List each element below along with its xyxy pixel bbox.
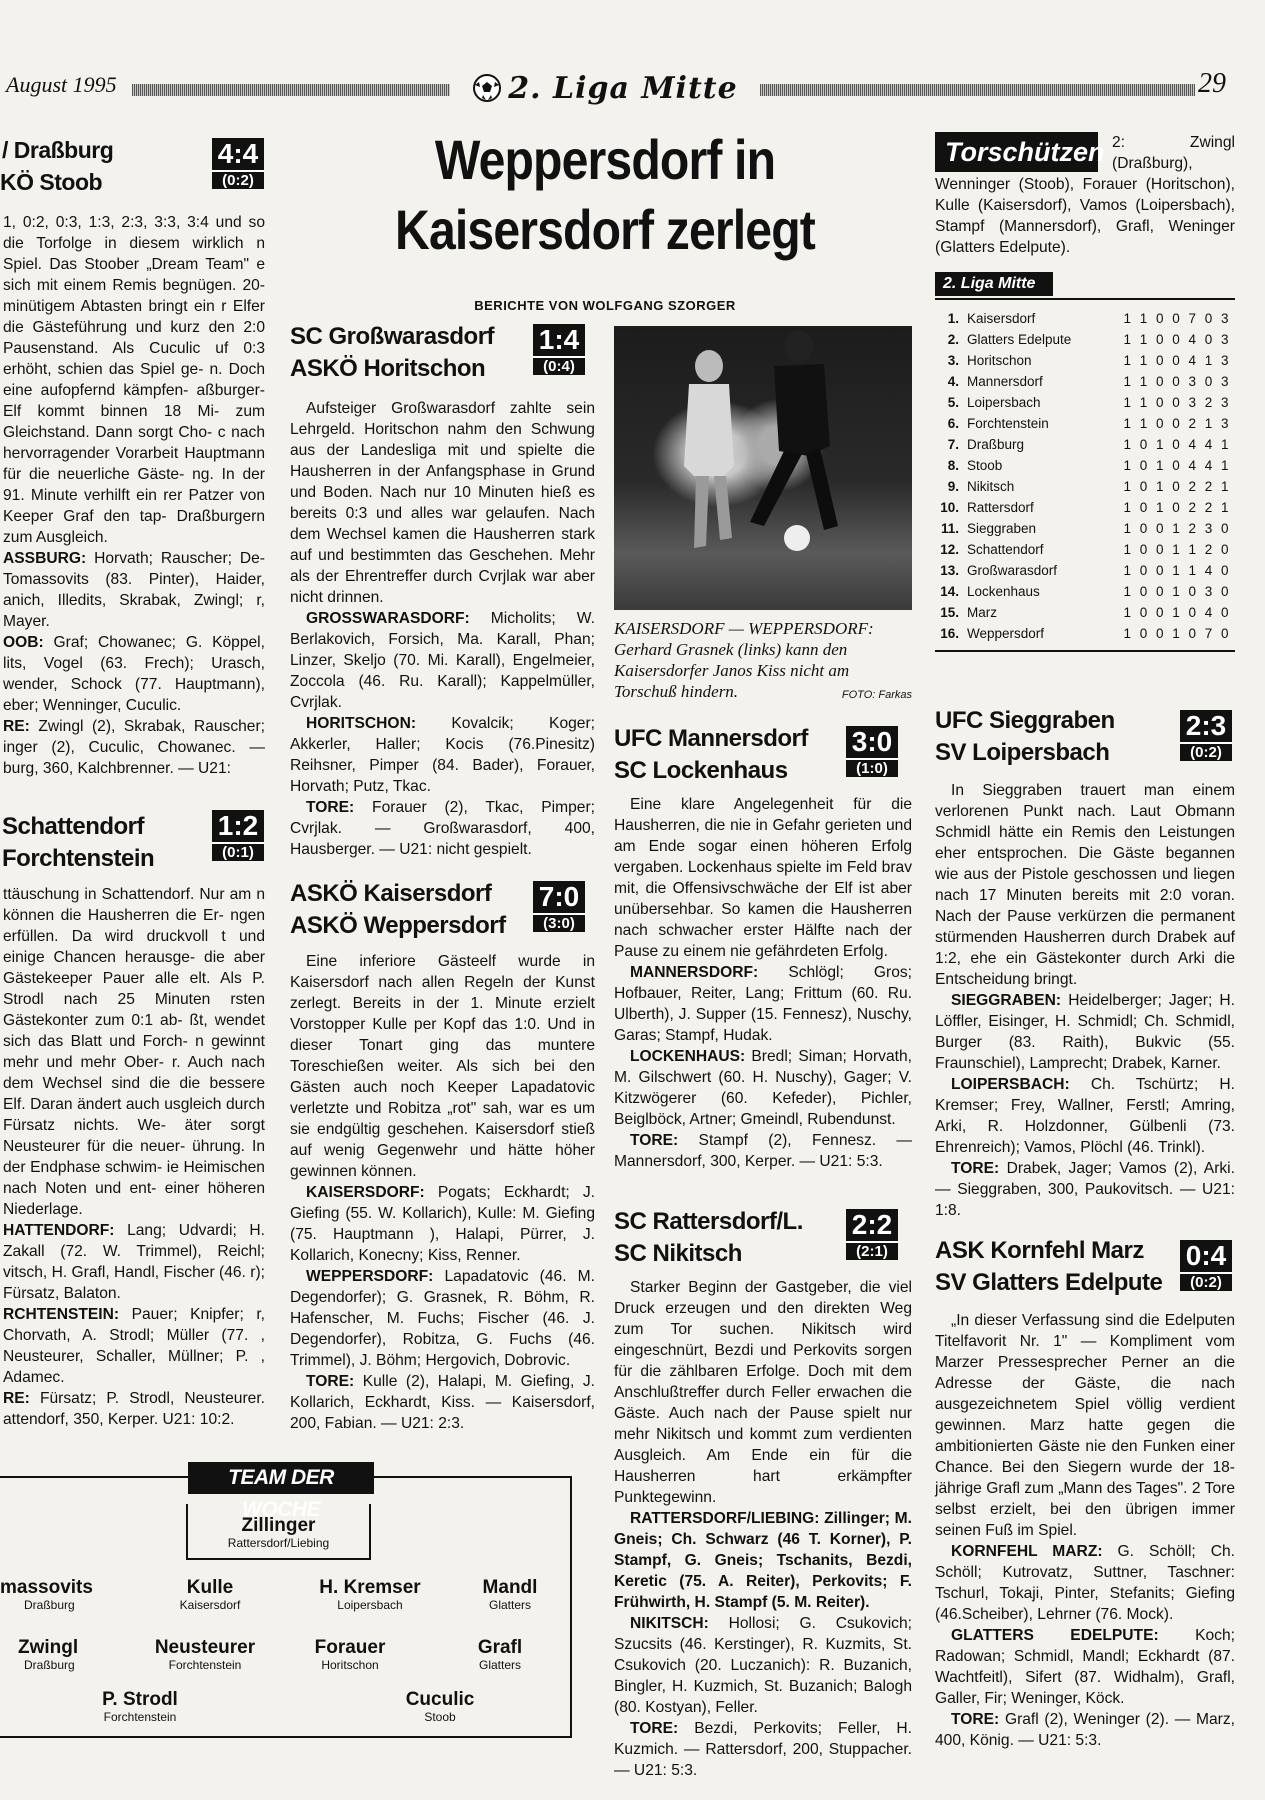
twd-player-9 bbox=[450, 1638, 550, 1672]
twd-player-7-club: Forchtenstein bbox=[168, 1658, 242, 1672]
twd-player-4-name: H. Kremser bbox=[319, 1577, 421, 1598]
table-rank: 2. bbox=[947, 332, 959, 347]
table-stats: 1 1 0 0 4 1 3 bbox=[1123, 353, 1231, 368]
scorers-text: 2: Zwingl (Draßburg), Wenninger (Stoob), Forauer (Horitschon), Kulle (Kaisersdorf), Vamos (Loipersbach), Stampf (Mannersdorf), Grafl, Weninger (Glatters Edelpute). bbox=[935, 134, 1235, 256]
game8-tore: Grafl (2), Weninger (2). — Marz, 400, König. — U21: 5:3. bbox=[935, 1711, 1235, 1749]
table-stats: 1 0 0 1 2 3 0 bbox=[1123, 521, 1231, 536]
table-stats: 1 0 1 0 2 2 1 bbox=[1123, 479, 1231, 494]
game2-halftime: (0:1) bbox=[212, 842, 264, 861]
table-row bbox=[935, 329, 1231, 350]
game7-report bbox=[935, 780, 1235, 1221]
team-der-woche-box bbox=[0, 1466, 572, 1738]
game3-tore: Forauer (2), Tkac, Pimper; Cvrjlak. — Großwarasdorf, 400, Hausberger. — U21: nicht gespielt. bbox=[290, 799, 595, 858]
photo-caption-block bbox=[614, 618, 912, 706]
table-rank: 6. bbox=[947, 416, 959, 431]
photo-caption: KAISERSDORF — WEPPERSDORF: Gerhard Grasnek (links) kann den Kaisersdorfer Janos Kiss nicht am Torschuß hindern. bbox=[614, 619, 874, 701]
table-team: Rattersdorf bbox=[967, 500, 1034, 515]
game1-home: / Draßburg bbox=[2, 137, 114, 163]
game6-text: Starker Beginn der Gastgeber, die viel Druck erzeugen und den direkten Weg zum Tor suchen. Nikitsch wird eingeschnürt, Bezdi und Perkovits sorgen für die zählbaren Erfolge. Doch mit dem Anschlußtreffer durch Feller erwachen die Gäste. Auch nach der Pause spielt nur mehr Nikitsch und kommt zum verdienten Ausgleich. Am Ende ein für die Hausherren hart erkämpfter Punktegewinn. bbox=[614, 1279, 912, 1506]
game3-home: SC Großwarasdorf bbox=[290, 323, 495, 350]
table-row bbox=[935, 308, 1231, 329]
game7-text: In Sieggraben trauert man einem verlorenen Punkt nach. Laut Obmann Schmidl hätte ein Remis den Leistungen eher entsprochen. Die Gäste begannen wie aus der Pistole geschossen und liegen nach 17 Minuten bereits mit 2:0 voran. Nach der Pause verkürzen die permanent stürmenden Hausherren durch Drabek auf 1:2, ehe ein Gästekonter durch Arki die Entscheidung bringt. bbox=[935, 782, 1235, 988]
twd-player-7 bbox=[140, 1638, 270, 1672]
game4-home: ASKÖ Kaisersdorf bbox=[290, 880, 492, 907]
game5-tore: Stampf (2), Fennesz. — Mannersdorf, 300, Kerper. — U21: 5:3. bbox=[614, 1132, 912, 1170]
header-rule-left bbox=[132, 84, 450, 96]
table-rank: 15. bbox=[940, 605, 959, 620]
header-rule-right bbox=[760, 84, 1195, 96]
table-team: Kaisersdorf bbox=[967, 311, 1036, 326]
twd-player-1 bbox=[186, 1516, 371, 1550]
twd-player-2 bbox=[0, 1578, 120, 1612]
game7-scorebox bbox=[1180, 710, 1232, 761]
game5-block bbox=[614, 720, 912, 1172]
table-team: Loipersbach bbox=[967, 395, 1041, 410]
table-team: Draßburg bbox=[967, 437, 1025, 452]
game1-report bbox=[0, 212, 265, 779]
game3-text: Aufsteiger Großwarasdorf zahlte sein Lehrgeld. Horitschon nahm den Schwung aus der Landesliga mit und spielte die Hausherren in der Anfangsphase in Grund und Boden. Nach nur 10 Minuten hieß es bereits 0:3 und alles war gelaufen. Nach dem Wechsel kamen die Hausherren stark auf und bestimmten das Geschehen. Mehr als der Ehrentreffer durch Cvrjlak war aber nicht drinnen. bbox=[290, 400, 595, 606]
twd-player-7-name: Neusteurer bbox=[154, 1637, 256, 1658]
table-rank: 1. bbox=[947, 311, 959, 326]
game8-report bbox=[935, 1310, 1235, 1751]
section-title bbox=[455, 70, 755, 106]
game5-home: UFC Mannersdorf bbox=[614, 725, 808, 752]
table-stats: 1 0 1 0 4 4 1 bbox=[1123, 437, 1231, 452]
table-row bbox=[935, 581, 1231, 602]
game3-lineup2-label: HORITSCHON: bbox=[306, 715, 417, 732]
team-der-woche-title: TEAM DER WOCHE bbox=[188, 1462, 374, 1494]
table-row bbox=[935, 623, 1231, 644]
game3-lineup1: Micholits; W. Berlakovich, Forsich, Ma. Karall, Phan; Linzer, Skeljo (70. Mi. Karall), Engelmeier, Zoccola (46. Ru. Karall); Kappelmüller, Cvrjlak. bbox=[290, 610, 595, 711]
table-title: 2. Liga Mitte bbox=[935, 272, 1053, 296]
left-column-game2 bbox=[0, 806, 275, 1430]
table-team: Schattendorf bbox=[967, 542, 1044, 557]
table-stats: 1 1 0 0 7 0 3 bbox=[1123, 311, 1231, 326]
game6-block bbox=[614, 1203, 912, 1781]
byline: BERICHTE VON WOLFGANG SZORGER bbox=[474, 298, 736, 313]
game5-report bbox=[614, 794, 912, 1172]
table-row bbox=[935, 392, 1231, 413]
football-icon bbox=[472, 73, 502, 103]
issue-date: August 1995 bbox=[6, 72, 117, 97]
game2-text: ttäuschung in Schattendorf. Nur am n können die Hausherren die Er- ngen erfüllen. Da wird druckvoll t und einige Chancen herausge- die aber Gästekeeper Pauer alle elt. Als P. Strodl nach 25 Minuten rsten Gästekonter zum 0:1 ab- ßt, wendet sich das Blatt und Forch- n gewinnt mehr und mehr Ober- r. Auch nach dem Wechsel sind die die bessere Elf. Daran ändert auch usgleich durch Fürsatz nichts. We- äter sorgt Neusteurer für die neuer- ührung. In der Endphase schwim- ie Heimischen nach Noten und ent- einer höheren Niederlage. bbox=[3, 886, 265, 1218]
twd-player-2-club: Draßburg bbox=[24, 1598, 75, 1612]
game8-lineup1: G. Schöll; Ch. Schöll; Kutrovatz, Suttner, Taschner: Tschurl, Tokaji, Pinter, Stefanits; Giefing (46.Scheiber), Lehrner (76. Mock). bbox=[935, 1543, 1235, 1623]
left-column bbox=[0, 130, 275, 779]
table-stats: 1 0 1 0 2 2 1 bbox=[1123, 500, 1231, 515]
game8-scorebox bbox=[1180, 1240, 1232, 1291]
table-stats: 1 1 0 0 4 0 3 bbox=[1123, 332, 1231, 347]
twd-player-5-name: Mandl bbox=[482, 1577, 538, 1598]
table-rank: 9. bbox=[947, 479, 959, 494]
game3-score: 1:4 bbox=[538, 324, 580, 355]
game6-tore-label: TORE: bbox=[630, 1720, 679, 1737]
table-rank: 13. bbox=[940, 563, 959, 578]
game2-lineup2: Pauer; Knipfer; r, Chorvath, A. Strodl; Müller (77. , Neusteurer, Schaller, Müllner; P. , Adamec. bbox=[3, 1306, 265, 1386]
game5-scorebox bbox=[846, 726, 898, 777]
game4-lineup2-label: WEPPERSDORF: bbox=[306, 1268, 434, 1285]
game6-away: SC Nikitsch bbox=[614, 1240, 742, 1267]
game5-halftime: (1:0) bbox=[846, 758, 898, 777]
game6-score: 2:2 bbox=[851, 1209, 893, 1240]
table-stats: 1 0 0 1 0 4 0 bbox=[1123, 605, 1231, 620]
game5-lineup1: Schlögl; Gros; Hofbauer, Reiter, Lang; Frittum (60. Ru. Ulberth), J. Supper (15. Fennesz), Nuschy, Garas; Stampf, Hudak. bbox=[614, 964, 912, 1044]
main-headline bbox=[290, 125, 920, 265]
table-team: Marz bbox=[967, 605, 997, 620]
table-row bbox=[935, 350, 1231, 371]
game5-lineup2-label: LOCKENHAUS: bbox=[630, 1048, 746, 1065]
twd-player-6-club: Draßburg bbox=[24, 1658, 75, 1672]
game1-lineup1: Horvath; Rauscher; De- Tomassovits (83. Pinter), Haider, anich, Illedits, Skrabak, Zwingl; r, Mayer. bbox=[3, 550, 265, 630]
table-body bbox=[935, 308, 1235, 644]
table-row bbox=[935, 560, 1231, 581]
scorers-box bbox=[935, 132, 1235, 258]
table-team: Weppersdorf bbox=[967, 626, 1045, 641]
twd-player-1-club: Rattersdorf/Liebing bbox=[227, 1536, 330, 1550]
game5-lineup2: Bredl; Siman; Horvath, M. Gilschwert (60. H. Nuschy), Gager; V. Kitzwögerer (60. Kefeder), Pichler, Beiglböck, Artner; Gmeindl, Rubendunst. bbox=[614, 1048, 912, 1128]
game6-lineup1-label: RATTERSDORF/LIEBING: bbox=[630, 1510, 820, 1527]
twd-player-3 bbox=[150, 1578, 270, 1612]
twd-player-8-club: Horitschon bbox=[321, 1658, 379, 1672]
table-team: Forchtenstein bbox=[967, 416, 1049, 431]
photo-credit: FOTO: Farkas bbox=[841, 689, 912, 701]
game1-scorebox bbox=[212, 138, 264, 189]
game1-lineup2-label: OOB: bbox=[3, 634, 44, 651]
twd-player-2-name: massovits bbox=[0, 1577, 93, 1598]
table-row bbox=[935, 518, 1231, 539]
game2-home: Schattendorf bbox=[2, 813, 145, 840]
game1-lineup1-label: ASSBURG: bbox=[3, 550, 87, 567]
game6-lineup1: Zillinger; M. Gneis; Ch. Schwarz (46 T. Korner), P. Stampf, G. Gneis; Tschanits, Bezdi, Keretic (75. A. Reiter), Perkovits; F. Frühwirth, H. Stampf (5. M. Reiter). bbox=[614, 1510, 912, 1611]
game4-away: ASKÖ Weppersdorf bbox=[290, 912, 506, 939]
game5-lineup1-label: MANNERSDORF: bbox=[630, 964, 759, 981]
game1-score: 4:4 bbox=[217, 138, 259, 169]
twd-player-9-name: Grafl bbox=[477, 1637, 523, 1658]
table-rank: 4. bbox=[947, 374, 959, 389]
table-row bbox=[935, 371, 1231, 392]
twd-player-4 bbox=[305, 1578, 435, 1612]
game4-lineup2: Lapadatovic (46. M. Degendorfer); G. Grasnek, R. Böhm, R. Hafenscher, M. Fuchs; Fischer (46. J. Degendorfer), Robitza, G. Fuchs (46. Trimmel), J. Böhm; Hergovich, Dobrovic. bbox=[290, 1268, 595, 1369]
game8-halftime: (0:2) bbox=[1180, 1272, 1232, 1291]
game8-text: „In dieser Verfassung sind die Edelputen Titelfavorit Nr. 1" — Kompliment vom Marzer Pressesprecher Perner an die Adresse der Gäste, die nach ausgezeichnetem Spiel völlig verdient gewinnen. Marz hatte gegen die ambitionierten Gäste nie den Funken einer Chance. Bei den Siegern wurde der 18-jährige Grafl zum „Mann des Tages". 2 Tore selbst erzielt, bei den übrigen immer seinen Fuß im Spiel. bbox=[935, 1312, 1235, 1539]
table-stats: 1 1 0 0 3 2 3 bbox=[1123, 395, 1231, 410]
table-rank: 5. bbox=[947, 395, 959, 410]
match-photo bbox=[614, 326, 912, 610]
table-rank: 16. bbox=[940, 626, 959, 641]
table-row bbox=[935, 434, 1231, 455]
game3-tore-label: TORE: bbox=[306, 799, 355, 816]
game2-lineup2-label: RCHTENSTEIN: bbox=[3, 1306, 120, 1323]
game3-scorebox bbox=[533, 324, 585, 375]
twd-player-6-name: Zwingl bbox=[18, 1637, 79, 1658]
game3-block bbox=[290, 318, 595, 860]
game7-block bbox=[935, 702, 1235, 1221]
players-silhouette bbox=[614, 326, 912, 610]
twd-player-10-name: P. Strodl bbox=[102, 1689, 178, 1710]
game1-halftime: (0:2) bbox=[212, 170, 264, 189]
game6-tore: Bezdi, Perkovits; Feller, H. Kuzmich. — Rattersdorf, 200, Stuppacher. — U21: 5:3. bbox=[614, 1720, 912, 1779]
table-stats: 1 1 0 0 3 0 3 bbox=[1123, 374, 1231, 389]
game1-tore-label: RE: bbox=[3, 718, 30, 735]
game2-tore-label: RE: bbox=[3, 1390, 30, 1407]
table-team: Lockenhaus bbox=[967, 584, 1040, 599]
game7-lineup2-label: LOIPERSBACH: bbox=[951, 1076, 1070, 1093]
game8-away: SV Glatters Edelpute bbox=[935, 1269, 1163, 1296]
twd-player-11-club: Stoob bbox=[424, 1710, 456, 1724]
game6-lineup2: Hollosi; G. Csukovich; Szucsits (46. Kerstinger), R. Kuzmits, St. Csukovich (20. Luczanich): R. Buzanich, Bingler, H. Kuzmich, St. Buzanich; Balogh (80. Kostyan), Feller. bbox=[614, 1615, 912, 1716]
table-stats: 1 0 0 1 1 4 0 bbox=[1123, 563, 1231, 578]
game7-halftime: (0:2) bbox=[1180, 742, 1232, 761]
game8-score: 0:4 bbox=[1185, 1240, 1227, 1271]
game8-lineup2-label: GLATTERS EDELPUTE: bbox=[951, 1627, 1159, 1644]
table-rank: 14. bbox=[940, 584, 959, 599]
table-stats: 1 1 0 0 2 1 3 bbox=[1123, 416, 1231, 431]
game7-score: 2:3 bbox=[1185, 710, 1227, 741]
game7-lineup2: Ch. Tschürtz; H. Kremser; Frey, Wallner, Ferstl; Amring, Arki, R. Holzdonner, Gülbenli (73. Ehrenreich); Vamos, Plöchl (46. Trinkl). bbox=[935, 1076, 1235, 1156]
table-stats: 1 0 1 0 4 4 1 bbox=[1123, 458, 1231, 473]
table-rank: 8. bbox=[947, 458, 959, 473]
scorers-title: Torschützen bbox=[935, 132, 1098, 172]
twd-player-8 bbox=[295, 1638, 405, 1672]
table-team: Mannersdorf bbox=[967, 374, 1043, 389]
game1-tore: Zwingl (2), Skrabak, Rauscher; inger (2), Cuculic, Chowanec. — burg, 360, Kalchbrenner. — U21: bbox=[3, 718, 265, 777]
twd-player-1-name: Zillinger bbox=[241, 1515, 316, 1536]
game7-tore-label: TORE: bbox=[951, 1160, 1000, 1177]
game7-tore: Drabek, Jager; Vamos (2), Arki. — Sieggraben, 300, Paukovitsch. — U21: 1:8. bbox=[935, 1160, 1235, 1219]
game4-score: 7:0 bbox=[538, 881, 580, 912]
game7-lineup1: Heidelberger; Jager; H. Löffler, Eisinger, H. Schmidl; Ch. Schmidl, Burger (83. Raith), Bukvic (55. Fraunschiel), Lamprecht; Drabek, Karner. bbox=[935, 992, 1235, 1072]
table-team: Stoob bbox=[967, 458, 1003, 473]
table-team: Horitschon bbox=[967, 353, 1032, 368]
game4-block bbox=[290, 875, 595, 1434]
twd-player-11 bbox=[390, 1690, 490, 1724]
game3-lineup1-label: GROSSWARASDORF: bbox=[306, 610, 470, 627]
game4-tore-label: TORE: bbox=[306, 1373, 355, 1390]
game7-away: SV Loipersbach bbox=[935, 739, 1110, 766]
game8-tore-label: TORE: bbox=[951, 1711, 1000, 1728]
game8-lineup1-label: KORNFEHL MARZ: bbox=[951, 1543, 1103, 1560]
game2-scorebox bbox=[212, 810, 264, 861]
game7-home: UFC Sieggraben bbox=[935, 707, 1115, 734]
table-row bbox=[935, 476, 1231, 497]
game2-lineup1-label: HATTENDORF: bbox=[3, 1222, 115, 1239]
game3-lineup2: Kovalcik; Koger; Akkerler, Haller; Kocis (76.Pinesitz) Reihsner, Pimper (84. Bader), Forauer, Horvath; Putz, Tkac. bbox=[290, 715, 595, 795]
table-rank: 11. bbox=[940, 521, 959, 536]
game3-report bbox=[290, 398, 595, 860]
twd-player-10-club: Forchtenstein bbox=[103, 1710, 177, 1724]
game5-text: Eine klare Angelegenheit für die Hausherren, die nie in Gefahr gerieten und am Ende sogar einen höheren Erfolg vergaben. Lockenhaus spielte im Feld brav mit, die Offensivschwäche der Elf ist aber unübersehbar. So kamen die Hausherren nach schwacher erster Hälfte nach der Pause zu einem nie gefährdeten Erfolg. bbox=[614, 796, 912, 960]
twd-player-4-club: Loipersbach bbox=[337, 1598, 403, 1612]
table-row bbox=[935, 497, 1231, 518]
twd-player-8-name: Forauer bbox=[314, 1637, 386, 1658]
table-row bbox=[935, 455, 1231, 476]
table-team: Nikitsch bbox=[967, 479, 1015, 494]
game1-text: 1, 0:2, 0:3, 1:3, 2:3, 3:3, 3:4 und so die Torfolge in diesem wirklich n Spiel. Das Stoober „Dream Team" e sich mit einem Remis begnügen. 20-minütigem Abtasten bringt ein r Elfer die Gästeführung und kurz den 2:0 Pausenstand. Als Cuculic uf 0:3 erhöht, schien das Spiel ge- n. Doch eine aufopfernd kämpfen- aßburger-Elf kommt binnen 18 Mi- zum Gleichstand. Dann sorgt Cho- c nach hervorragender Vorarbeit Hauptmann für die neuerliche Gäste- ng. In der 91. Minute verhilft ein rer Patzer von Keeper Graf den tap- Draßburgern zum Ausgleich. bbox=[3, 214, 265, 546]
twd-player-3-club: Kaisersdorf bbox=[179, 1598, 241, 1612]
table-row bbox=[935, 539, 1231, 560]
game5-score: 3:0 bbox=[851, 726, 893, 757]
table-rank: 10. bbox=[940, 500, 959, 515]
game1-lineup2: Graf; Chowanec; G. Köppel, lits, Vogel (63. Frech); Urasch, wender, Schock (77. Hauptmann), eber; Wenninger, Cuculic. bbox=[3, 634, 265, 714]
game3-away: ASKÖ Horitschon bbox=[290, 355, 486, 382]
table-stats: 1 0 0 1 0 7 0 bbox=[1123, 626, 1231, 641]
table-rank: 7. bbox=[947, 437, 959, 452]
game4-lineup1-label: KAISERSDORF: bbox=[306, 1184, 425, 1201]
game6-scorebox bbox=[846, 1209, 898, 1260]
game5-tore-label: TORE: bbox=[630, 1132, 679, 1149]
game6-halftime: (2:1) bbox=[846, 1241, 898, 1260]
game4-scorebox bbox=[533, 881, 585, 932]
game6-report bbox=[614, 1277, 912, 1781]
game4-text: Eine inferiore Gästeelf wurde in Kaisersdorf nach allen Regeln der Kunst zerlegt. Bereits in der 1. Minute erzielt Vorstopper Kulle per Kopf das 1:0. Und in dieser Tonart ging das muntere Toreschießen weiter. Als sich bei den Gästen auch noch Keeper Lapadatovic verletzte und Robitza „rot" sah, war es um sie endgültig geschehen. Kaisersdorf stieß auf wenig Gegenwehr und hätte höher gewinnen können. bbox=[290, 953, 595, 1180]
headline-line2: Kaisersdorf zerlegt bbox=[395, 198, 815, 261]
game4-halftime: (3:0) bbox=[533, 913, 585, 932]
game6-lineup2-label: NIKITSCH: bbox=[630, 1615, 709, 1632]
table-rank: 12. bbox=[940, 542, 959, 557]
table-row bbox=[935, 602, 1231, 623]
game7-lineup1-label: SIEGGRABEN: bbox=[951, 992, 1062, 1009]
twd-player-10 bbox=[80, 1690, 200, 1724]
game2-report bbox=[0, 884, 265, 1430]
table-team: Sieggraben bbox=[967, 521, 1037, 536]
game4-lineup1: Pogats; Eckhardt; J. Giefing (55. W. Kollarich), Kulle: M. Giefing (75. Hauptmann ), Halapi, Pürrer, J. Kollarich, Konecny; Kiss, Renner. bbox=[290, 1184, 595, 1264]
game5-away: SC Lockenhaus bbox=[614, 757, 788, 784]
twd-player-3-name: Kulle bbox=[186, 1577, 234, 1598]
table-row bbox=[935, 413, 1231, 434]
game8-home: ASK Kornfehl Marz bbox=[935, 1237, 1144, 1264]
game2-lineup1: Lang; Udvardi; H. Zakall (72. W. Trimmel), Reichl; vitsch, H. Grafl, Handl, Fischer (46. r); Fürsatz, Balaton. bbox=[3, 1222, 265, 1302]
game6-home: SC Rattersdorf/L. bbox=[614, 1208, 803, 1235]
twd-player-9-club: Glatters bbox=[478, 1658, 521, 1672]
game2-away: Forchtenstein bbox=[2, 845, 155, 872]
table-stats: 1 0 0 1 1 2 0 bbox=[1123, 542, 1231, 557]
table-team: Großwarasdorf bbox=[967, 563, 1058, 578]
game8-lineup2: Koch; Radowan; Schmidl, Mandl; Eckhardt (87. Wachtfeitl), Sifert (87. Widhalm), Grafl, Galler, Fir; Weninger, Köck. bbox=[935, 1627, 1235, 1707]
twd-player-5-club: Glatters bbox=[488, 1598, 531, 1612]
section-label: 2. Liga Mitte bbox=[508, 70, 738, 106]
table-rank: 3. bbox=[947, 353, 959, 368]
game1-away: KÖ Stoob bbox=[0, 169, 103, 195]
table-stats: 1 0 0 1 0 3 0 bbox=[1123, 584, 1231, 599]
game2-tore: Fürsatz; P. Strodl, Neusteurer. attendorf, 350, Kerper. U21: 10:2. bbox=[3, 1390, 265, 1428]
page-number: 29 bbox=[1198, 68, 1226, 99]
game8-block bbox=[935, 1232, 1235, 1751]
game3-halftime: (0:4) bbox=[533, 356, 585, 375]
game2-score: 1:2 bbox=[217, 810, 259, 841]
headline-line1: Weppersdorf in bbox=[434, 128, 776, 191]
twd-player-11-name: Cuculic bbox=[405, 1689, 475, 1710]
league-table bbox=[935, 272, 1235, 652]
twd-player-6 bbox=[0, 1638, 120, 1672]
table-team: Glatters Edelpute bbox=[967, 332, 1072, 347]
twd-player-5 bbox=[460, 1578, 560, 1612]
game4-report bbox=[290, 951, 595, 1434]
game4-tore: Kulle (2), Halapi, M. Giefing, J. Kollarich, Eckhardt, Kiss. — Kaisersdorf, 200, Fabian. — U21: 2:3. bbox=[290, 1373, 595, 1432]
